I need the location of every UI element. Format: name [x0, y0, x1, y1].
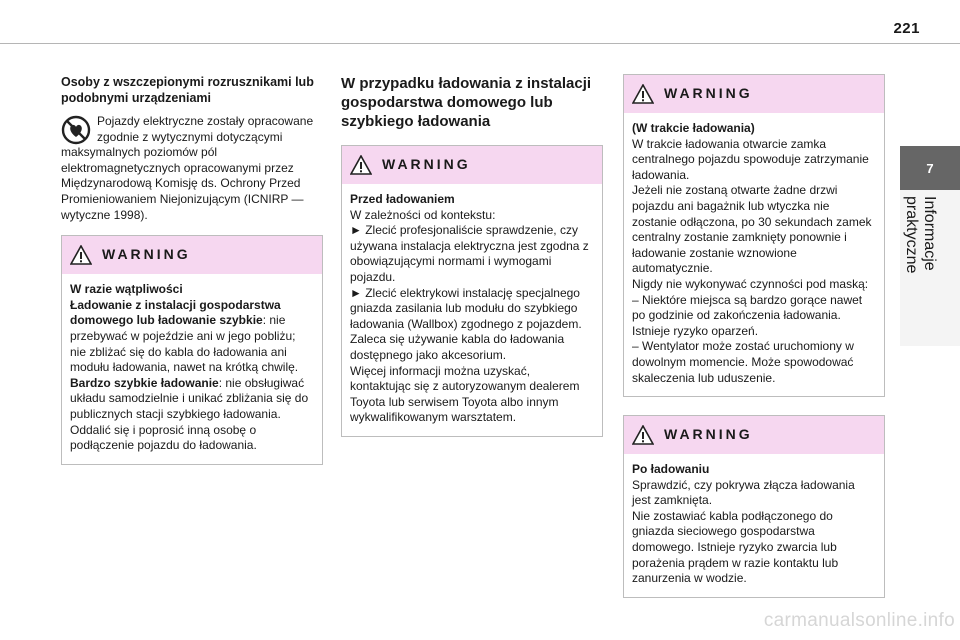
warning-triangle-icon: [632, 425, 654, 445]
warning-paragraph: W trakcie ładowania otwarcie zamka centralnego pojazdu spowoduje zatrzymanie ładowania.: [632, 136, 869, 182]
warning-label: WARNING: [664, 85, 753, 102]
chapter-number: 7: [900, 146, 960, 190]
warning-label: WARNING: [664, 426, 753, 443]
warning-box: [623, 415, 885, 598]
warning-paragraph: Nigdy nie wykonywać czynności pod maską:: [632, 276, 869, 291]
warning-item: ► Zlecić elektrykowi instalację specjalnego gniazda zasilania lub modułu do szybkiego ładowania (Wallbox) zgodnego z pojazdem.: [350, 285, 582, 331]
column-1: [61, 74, 323, 483]
pacemaker-prohibited-icon: [61, 115, 91, 145]
warning-paragraph: Więcej informacji można uzyskać, kontaktując się z autoryzowanym dealerem Toyota lub serwisem Toyota albo innym wykwalifikowanym warsztatem.: [350, 363, 580, 425]
warning-title: Po ładowaniu: [632, 462, 710, 477]
pacemaker-text: Pojazdy elektryczne zostały opracowane zgodnie z wytycznymi dotyczącymi maksymalnych poziomów pól elektromagnetycznych opracowanymi przez Międzynarodową Komisję ds. Ochrony Przed Promieniowaniem Niejonizującym (ICNIRP — wytyczne 1998).: [61, 114, 314, 222]
watermark: carmanualsonline.info: [763, 610, 955, 631]
warning-body: [62, 274, 322, 464]
warning-item: ► Zlecić profesjonaliście sprawdzenie, czy używana instalacja elektryczna jest zgodna z obowiązującymi normami i wymogami pojazdu.: [350, 223, 589, 284]
warning-paragraph: Jeżeli nie zostaną otwarte żadne drzwi pojazdu ani bagażnik lub wtyczka nie zostanie odłączona, po 30 sekundach zamek centralny zostanie zamknięty ponownie i ładowanie zostanie wznowione automatycznie.: [632, 183, 872, 276]
warning-paragraph: – Niektóre miejsca są bardzo gorące nawet po godzinie od zakończenia ładowania. Istnieje ryzyko oparzeń.: [632, 292, 863, 338]
warning-triangle-icon: [350, 155, 372, 175]
column-2: [341, 74, 603, 455]
warning-paragraph: Sprawdzić, czy pokrywa złącza ładowania jest zamknięta.: [632, 477, 855, 508]
warning-box: [341, 145, 603, 437]
page-number: 221: [893, 20, 920, 37]
bold-lead: Ładowanie z instalacji gospodarstwa domowego lub ładowanie szybkie: [70, 297, 281, 328]
warning-header: [624, 416, 884, 454]
section-heading: W przypadku ładowania z instalacji gospodarstwa domowego lub szybkiego ładowania: [341, 75, 592, 130]
warning-paragraph: – Wentylator może zostać uruchomiony w dowolnym momencie. Może spowodować skaleczenia lub uduszenie.: [632, 339, 854, 385]
warning-triangle-icon: [632, 84, 654, 104]
chapter-title: Informacje praktyczne: [903, 196, 938, 274]
warning-intro: W zależności od kontekstu:: [350, 207, 496, 222]
warning-label: WARNING: [382, 156, 471, 173]
warning-body: [624, 113, 884, 396]
warning-paragraph: Nie zostawiać kabla podłączonego do gniazda sieciowego gospodarstwa domowego. Istnieje ryzyko zwarcia lub porażenia prądem w razie kontaktu lub zanurzenia w wodzie.: [632, 508, 839, 586]
warning-header: [624, 75, 884, 113]
warning-title: (W trakcie ładowania): [632, 121, 755, 135]
warning-label: WARNING: [102, 246, 191, 263]
warning-paragraph: [70, 298, 314, 376]
warning-triangle-icon: [70, 245, 92, 265]
warning-body: [624, 454, 884, 597]
section-heading: Osoby z wszczepionymi rozrusznikami lub podobnymi urządzeniami: [61, 75, 314, 105]
warning-title: Przed ładowaniem: [350, 192, 455, 206]
warning-box: [623, 74, 885, 397]
warning-title: W razie wątpliwości: [70, 282, 183, 297]
warning-header: [62, 236, 322, 274]
warning-paragraph: Zaleca się używanie kabla do ładowania dostępnego jako akcesorium.: [350, 332, 565, 362]
paragraph-text: : nie obsługiwać układu samodzielnie i unikać zbliżania się do publicznych stacji szybkiego ładowania. Oddalić się i poprosić inną osobę o podłączenie pojazdu do ładowania.: [70, 375, 309, 453]
pacemaker-paragraph: [61, 114, 323, 223]
paragraph-text: : nie przebywać w pojeździe ani w jego pobliżu; nie zbliżać się do kabla do ładowania ani modułu ładowania, nawet na krótką chwilę.: [70, 313, 299, 375]
bold-lead: Bardzo szybkie ładowanie: [70, 375, 219, 390]
column-3: [623, 74, 885, 616]
header-rule: [0, 43, 960, 44]
warning-box: [61, 235, 323, 465]
warning-paragraph: [70, 376, 314, 454]
warning-header: [342, 146, 602, 184]
warning-body: [342, 184, 602, 436]
